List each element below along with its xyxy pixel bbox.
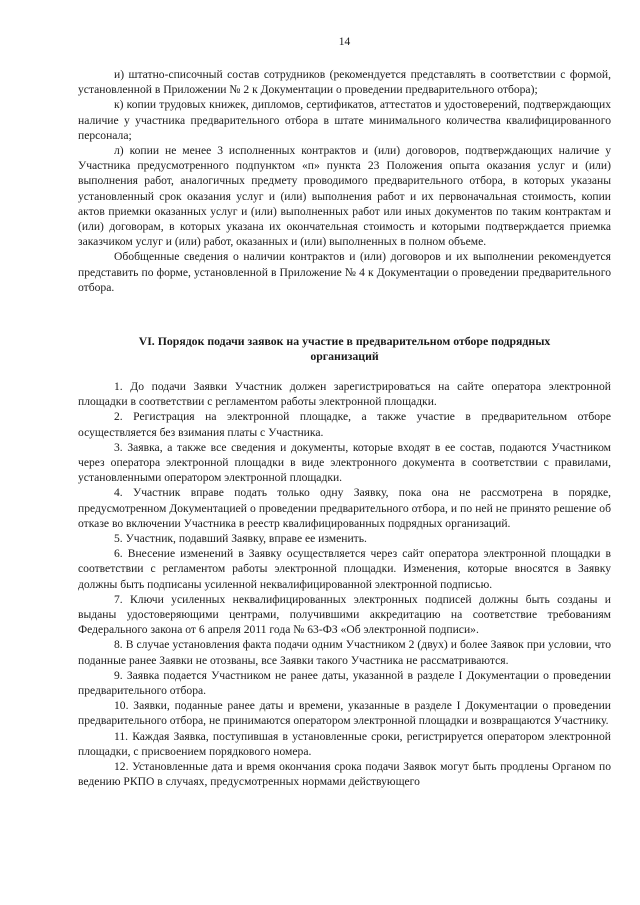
section-title: VI. Порядок подачи заявок на участие в предварительном отборе подрядных организаций (138, 334, 551, 364)
section-item-7: 7. Ключи усиленных неквалифицированных электронных подписей должны быть созданы и выданы удостоверяющими центрами, получившими аккредитацию на соответствие требованиям Федерального закона от 6 апреля 2011 года № 63-ФЗ «Об электронной подписи». (78, 592, 611, 637)
section-item-1: 1. До подачи Заявки Участник должен зарегистрироваться на сайте оператора электронной площадки в соответствии с регламентом работы электронной площадки. (78, 380, 611, 409)
section-item-6: 6. Внесение изменений в Заявку осуществляется через сайт оператора электронной площадки в соответствии с регламентом работы электронной площадки. Изменения, которые вносятся в Заявку должны быть подписаны усиленной неквалифицированной электронной подписью. (78, 547, 611, 591)
contracts-summary-paragraph: Обобщенные сведения о наличии контрактов и (или) договоров и их выполнении рекомендуется представить по форме, установленной в Приложение № 4 к Документации о проведении предварительного отбора. (78, 250, 611, 294)
page-number: 14 (338, 36, 351, 48)
section-item-11: 11. Каждая Заявка, поступившая в установленные сроки, регистрируется оператором электронной площадки, с присвоением порядкового номера. (78, 729, 611, 758)
list-item-l: л) копии не менее 3 исполненных контрактов и (или) договоров, подтверждающих наличие у Участника предусмотренного подпунктом «п» пункта 23 Положения опыта оказания услуг и (или) выполнения работ, аналогичных предмету проводимого предварительного отбора, в которых указаны установленный срок оказания услуг и (или) выполнения работ и их первоначальная стоимость, копии актов приемки оказанных услуг и (или) выполненных работ или иных документов по таким контрактам и (или) договорам, в которых указана их окончательная стоимость и которыми подтверждается приемка заказчиком услуг и (или) работ, оказанных и (или) выполненных в полном объеме. (78, 144, 611, 249)
section-item-8: 8. В случае установления факта подачи одним Участником 2 (двух) и более Заявок при условии, что поданные ранее Заявки не отозваны, все Заявки такого Участника не рассматриваются. (78, 638, 611, 667)
section-item-10: 10. Заявки, поданные ранее даты и времени, указанные в разделе I Документации о проведении предварительного отбора, не принимаются оператором электронной площадки и возвращаются Участнику. (78, 699, 611, 728)
section-item-3: 3. Заявка, а также все сведения и документы, которые входят в ее состав, подаются Участником через оператора электронной площадки в виде электронного документа в соответствии с правилами, установленными оператором электронной площадки. (78, 440, 611, 485)
list-item-k: к) копии трудовых книжек, дипломов, сертификатов, аттестатов и удостоверений, подтверждающих наличие у участника предварительного отбора в штате минимального количества квалифицированного персонала; (78, 98, 611, 142)
document-list-block (78, 67, 611, 295)
section-items-block (78, 379, 611, 789)
list-item-i: и) штатно-списочный состав сотрудников (рекомендуется представлять в соответствии с формой, установленной в Приложении № 2 к Документации о проведении предварительного отбора); (78, 68, 611, 97)
section-item-5: 5. Участник, подавший Заявку, вправе ее изменить. (114, 532, 367, 546)
section-heading-block (78, 334, 611, 364)
section-item-4: 4. Участник вправе подать только одну Заявку, пока она не рассмотрена в порядке, предусмотренном Документацией о проведении предварительного отбора, и по ней не принято решение об отказе во включении Участника в реестр квалифицированных подрядных организаций. (78, 486, 611, 530)
section-item-9: 9. Заявка подается Участником не ранее даты, указанной в разделе I Документации о проведении предварительного отбора. (78, 668, 611, 698)
section-item-2: 2. Регистрация на электронной площадке, а также участие в предварительном отборе осуществляется без взимания платы с Участника. (78, 410, 611, 439)
section-item-12: 12. Установленные дата и время окончания срока подачи Заявок могут быть продлены Органом по ведению РКПО в случаях, предусмотренных нормами действующего (78, 760, 611, 789)
